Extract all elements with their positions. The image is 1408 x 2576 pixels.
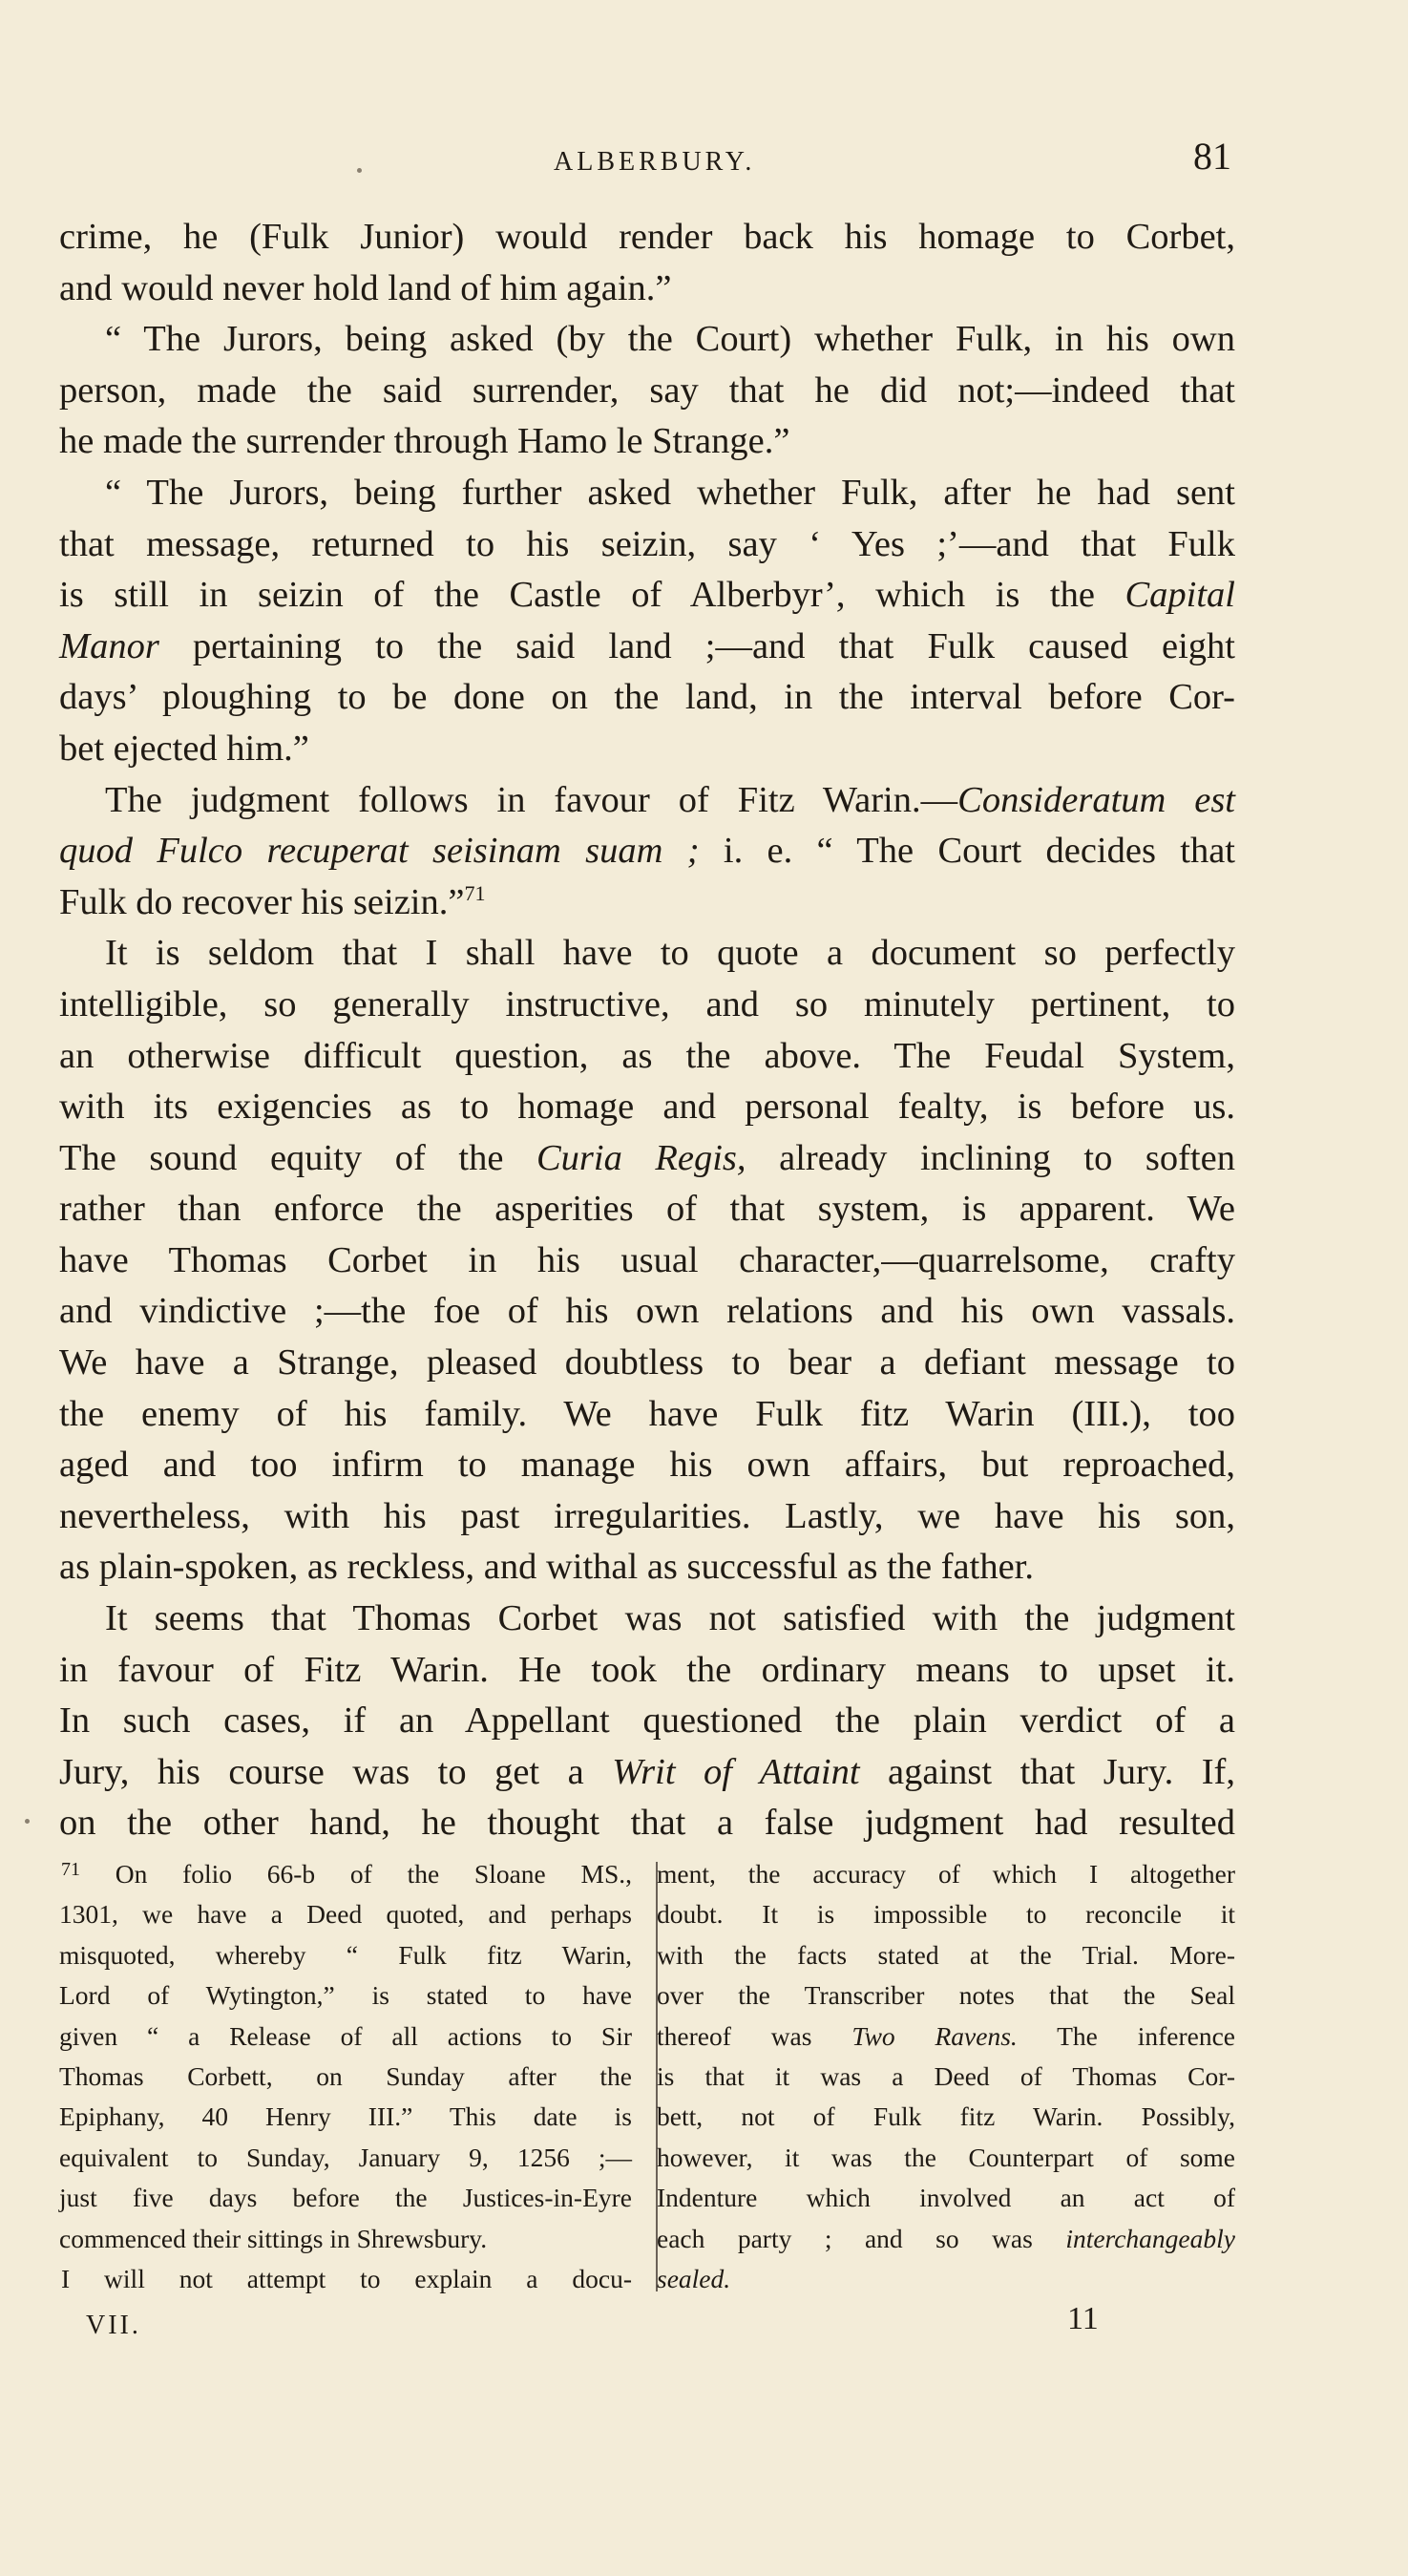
text-run: already inclining to soften bbox=[746, 1137, 1235, 1178]
text-line bbox=[59, 877, 1235, 929]
text-run: is that it was a Deed of Thomas Cor- bbox=[657, 2060, 1235, 2091]
text-run: pertaining to the said land ;—and that Fulk caused eight bbox=[158, 625, 1235, 666]
signature-mark: VII. bbox=[86, 2311, 141, 2340]
footnote-line bbox=[59, 2259, 632, 2299]
text-run: just five days before the Justices-in-Eyre bbox=[59, 2183, 632, 2213]
footnote-line bbox=[657, 2097, 1235, 2137]
text-line bbox=[59, 1031, 1235, 1083]
footnote-line bbox=[59, 1935, 632, 1975]
text-run: i. e. “ The Court decides that bbox=[699, 831, 1235, 872]
text-line bbox=[59, 1235, 1235, 1287]
text-run: with the facts stated at the Trial. More- bbox=[657, 1939, 1235, 1970]
text-run: Indenture which involved an act of bbox=[657, 2183, 1235, 2213]
text-line bbox=[59, 570, 1235, 622]
footnote-line bbox=[59, 2016, 632, 2057]
footnote-line bbox=[657, 1854, 1235, 1894]
text-line bbox=[59, 1645, 1235, 1697]
text-run: each party ; and so was bbox=[657, 2223, 1066, 2253]
text-line bbox=[59, 1491, 1235, 1543]
text-line bbox=[59, 1389, 1235, 1441]
text-run: against that Jury. If, bbox=[859, 1751, 1235, 1792]
text-run: given “ a Release of all actions to Sir bbox=[59, 2020, 632, 2051]
text-run: bet ejected him.” bbox=[59, 728, 309, 769]
text-run: bett, not of Fulk fitz Warin. Possibly, bbox=[657, 2101, 1235, 2132]
text-run: is still in seizin of the Castle of Alberbyr’, which is the bbox=[59, 575, 1125, 616]
text-line bbox=[59, 724, 1235, 775]
text-run: The inference bbox=[1017, 2020, 1235, 2051]
text-run: I will not attempt to explain a docu- bbox=[61, 2263, 632, 2293]
text-run: over the Transcriber notes that the Seal bbox=[657, 1980, 1235, 2011]
text-line bbox=[59, 1184, 1235, 1235]
text-run: and vindictive ;—the foe of his own relations and his own vassals. bbox=[59, 1291, 1235, 1332]
text-run: have Thomas Corbet in his usual character,—quarrelsome, crafty bbox=[59, 1239, 1235, 1280]
text-line bbox=[59, 826, 1235, 877]
footnote-line bbox=[657, 2259, 1235, 2299]
text-line bbox=[59, 1133, 1235, 1185]
footnote-line bbox=[657, 2138, 1235, 2178]
text-run: rather than enforce the asperities of that system, is apparent. We bbox=[59, 1189, 1235, 1230]
text-run: misquoted, whereby “ Fulk fitz Warin, bbox=[59, 1939, 632, 1970]
italic-text: sealed. bbox=[657, 2263, 731, 2293]
text-run: In such cases, if an Appellant questioned the plain verdict of a bbox=[59, 1700, 1235, 1742]
text-line bbox=[59, 1594, 1235, 1645]
text-line bbox=[59, 1542, 1235, 1594]
text-line bbox=[59, 212, 1235, 264]
text-run: doubt. It is impossible to reconcile it bbox=[657, 1899, 1235, 1930]
running-title: ALBERBURY. bbox=[554, 147, 756, 177]
italic-text: Two Ravens. bbox=[851, 2020, 1018, 2051]
text-run: and would never hold land of him again.” bbox=[59, 267, 672, 308]
text-line bbox=[59, 1338, 1235, 1389]
text-line bbox=[59, 1082, 1235, 1133]
page-number: 81 bbox=[1193, 135, 1231, 178]
italic-text: interchangeably bbox=[1065, 2223, 1235, 2253]
footnote-line bbox=[59, 2219, 632, 2259]
text-line bbox=[59, 1440, 1235, 1491]
body-text bbox=[59, 212, 1235, 1849]
text-run: an otherwise difficult question, as the above. The Feudal System, bbox=[59, 1035, 1235, 1076]
text-line bbox=[59, 366, 1235, 417]
footnote-line bbox=[59, 2138, 632, 2178]
text-run: however, it was the Counterpart of some bbox=[657, 2142, 1235, 2172]
footnote-line bbox=[657, 2178, 1235, 2218]
text-line bbox=[59, 928, 1235, 980]
text-line bbox=[59, 980, 1235, 1031]
text-run: It seems that Thomas Corbet was not satisfied with the judgment bbox=[105, 1598, 1235, 1639]
footnote-line bbox=[59, 2178, 632, 2218]
text-run: equivalent to Sunday, January 9, 1256 ;— bbox=[59, 2142, 632, 2172]
text-run: crime, he (Fulk Junior) would render back his homage to Corbet, bbox=[59, 217, 1235, 257]
footnote-column-left bbox=[59, 1854, 632, 2299]
footnote-line bbox=[59, 1854, 632, 1894]
text-line bbox=[59, 1798, 1235, 1849]
footnotes bbox=[59, 1854, 1235, 2351]
text-run: Fulk do recover his seizin.” bbox=[59, 881, 465, 922]
page-speck bbox=[357, 168, 362, 173]
text-line bbox=[59, 622, 1235, 673]
text-run: On folio 66-b of the Sloane MS., bbox=[80, 1859, 632, 1889]
italic-text: Capital bbox=[1124, 575, 1235, 616]
text-run: It is seldom that I shall have to quote a document so perfectly bbox=[105, 933, 1235, 974]
page-speck bbox=[25, 1819, 30, 1824]
text-line bbox=[59, 1696, 1235, 1747]
italic-text: Consideratum est bbox=[957, 779, 1236, 820]
text-line bbox=[59, 1747, 1235, 1799]
text-line bbox=[59, 416, 1235, 468]
text-run: “ The Jurors, being asked (by the Court) whether Fulk, in his own bbox=[105, 319, 1235, 360]
italic-text: quod Fulco recuperat seisinam suam ; bbox=[59, 831, 700, 872]
footnote-line bbox=[657, 2016, 1235, 2057]
text-line bbox=[59, 1286, 1235, 1338]
text-run: he made the surrender through Hamo le Strange.” bbox=[59, 421, 790, 462]
text-run: We have a Strange, pleased doubtless to bear a defiant message to bbox=[59, 1342, 1235, 1383]
footnote-line bbox=[657, 2219, 1235, 2259]
italic-text: Curia Regis, bbox=[536, 1137, 746, 1178]
text-line bbox=[59, 775, 1235, 827]
text-run: The judgment follows in favour of Fitz Warin.— bbox=[105, 779, 958, 820]
footnote-line bbox=[59, 1894, 632, 1934]
text-line bbox=[59, 468, 1235, 519]
text-run: 1301, we have a Deed quoted, and perhaps bbox=[59, 1899, 632, 1930]
footnote-line bbox=[657, 1975, 1235, 2016]
text-run: commenced their sittings in Shrewsbury. bbox=[59, 2223, 488, 2253]
footnote-line bbox=[59, 1975, 632, 2016]
text-run: that message, returned to his seizin, say ‘ Yes ;’—and that Fulk bbox=[59, 523, 1235, 564]
text-line bbox=[59, 314, 1235, 366]
text-run: intelligible, so generally instructive, and so minutely pertinent, to bbox=[59, 983, 1235, 1024]
text-run: as plain-spoken, as reckless, and withal as successful as the father. bbox=[59, 1547, 1035, 1588]
running-head bbox=[0, 134, 1408, 191]
text-run: person, made the said surrender, say that he did not;—indeed that bbox=[59, 370, 1235, 411]
italic-text: Writ of Attaint bbox=[612, 1751, 860, 1792]
text-run: “ The Jurors, being further asked whether Fulk, after he had sent bbox=[105, 472, 1235, 513]
text-line bbox=[59, 519, 1235, 571]
footnote-line bbox=[657, 1894, 1235, 1934]
text-run: ment, the accuracy of which I altogether bbox=[657, 1859, 1235, 1889]
text-run: on the other hand, he thought that a false judgment had resulted bbox=[59, 1803, 1235, 1844]
text-line bbox=[59, 672, 1235, 724]
footnote-line bbox=[59, 2057, 632, 2097]
text-run: Thomas Corbett, on Sunday after the bbox=[59, 2060, 632, 2091]
footnote-line bbox=[657, 1935, 1235, 1975]
footnote-reference: 71 bbox=[61, 1859, 80, 1880]
text-run: in favour of Fitz Warin. He took the ordinary means to upset it. bbox=[59, 1649, 1235, 1690]
footnote-reference: 71 bbox=[464, 880, 486, 905]
footnote-line bbox=[657, 2057, 1235, 2097]
text-run: Lord of Wytington,” is stated to have bbox=[59, 1980, 632, 2011]
text-run: days’ ploughing to be done on the land, in the interval before Cor- bbox=[59, 677, 1235, 718]
footnote-line bbox=[59, 2097, 632, 2137]
text-run: Epiphany, 40 Henry III.” This date is bbox=[59, 2101, 632, 2132]
text-run: Jury, his course was to get a bbox=[59, 1751, 613, 1792]
italic-text: Manor bbox=[59, 625, 159, 666]
text-line bbox=[59, 264, 1235, 315]
footnote-column-right bbox=[657, 1854, 1235, 2299]
text-run: the enemy of his family. We have Fulk fitz Warin (III.), too bbox=[59, 1393, 1235, 1434]
text-run: aged and too infirm to manage his own affairs, but reproached, bbox=[59, 1445, 1235, 1486]
text-run: The sound equity of the bbox=[59, 1137, 536, 1178]
text-run: thereof was bbox=[657, 2020, 852, 2051]
text-run: nevertheless, with his past irregularities. Lastly, we have his son, bbox=[59, 1495, 1235, 1536]
sheet-number: 11 bbox=[1067, 2301, 1099, 2336]
text-run: with its exigencies as to homage and personal fealty, is before us. bbox=[59, 1087, 1235, 1128]
